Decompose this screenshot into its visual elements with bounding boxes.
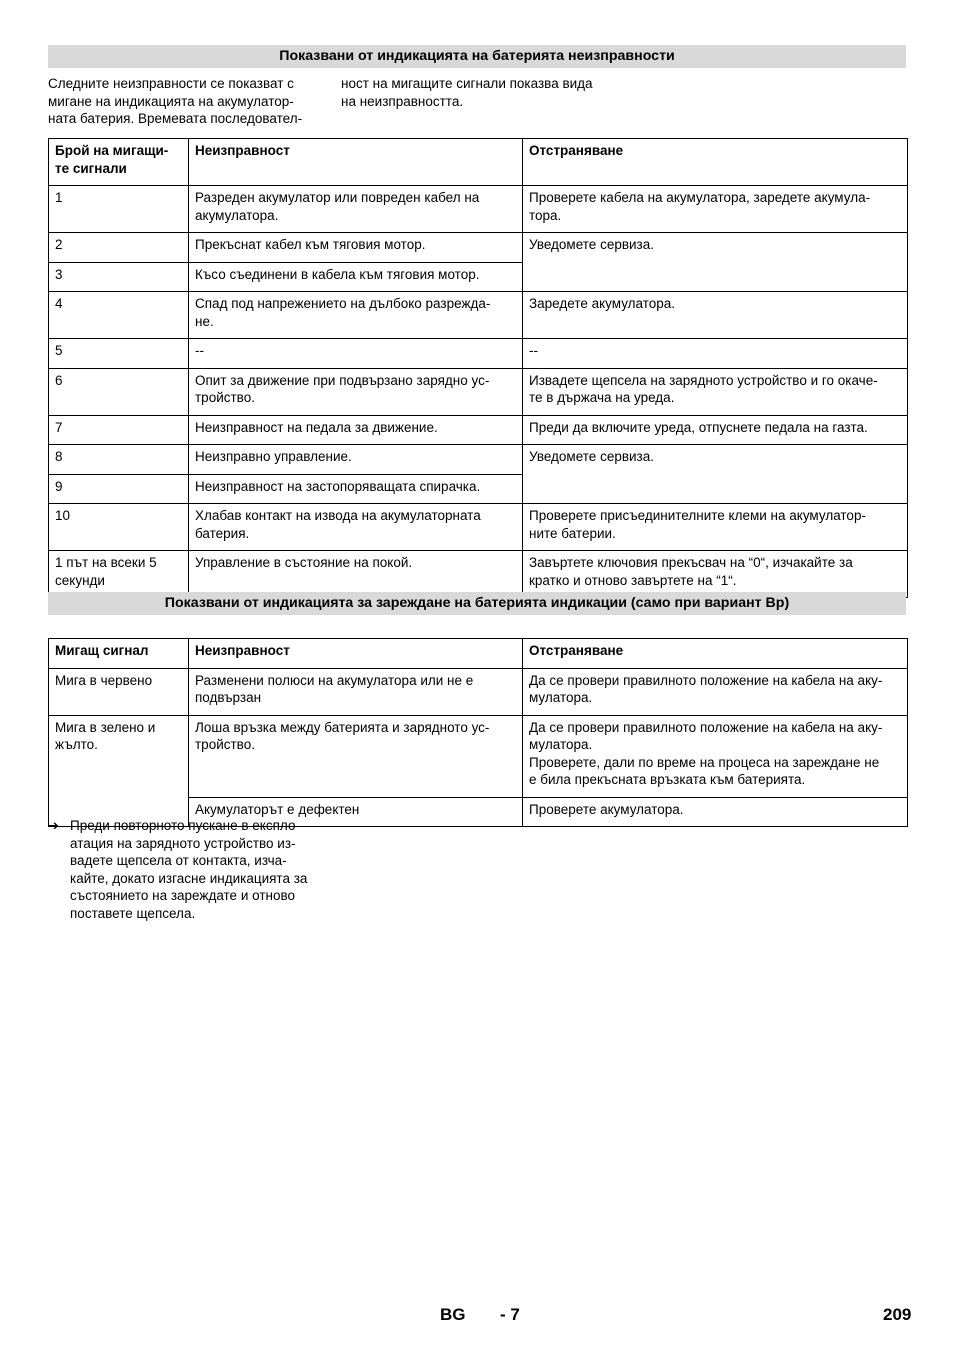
table-row <box>49 715 908 797</box>
table-header-row <box>49 639 908 669</box>
intro-line: ност на мигащите сигнали показва вида <box>341 76 593 91</box>
table-row <box>49 668 908 715</box>
table-row <box>49 551 908 598</box>
arrow-right-icon: ➔ <box>48 818 59 833</box>
table-row <box>49 339 908 369</box>
cell-fault: Акумулаторът е дефектен <box>189 797 523 827</box>
table-row <box>49 186 908 233</box>
cell-fault: Хлабав контакт на извода на акумулаторната батерия. <box>189 504 523 551</box>
cell-count: 3 <box>49 262 189 292</box>
cell-fault: Управление в състояние на покой. <box>189 551 523 598</box>
cell-fault: Прекъснат кабел към тяговия мотор. <box>189 233 523 263</box>
cell-count: 2 <box>49 233 189 263</box>
cell-fault: Лоша връзка между батерията и зарядното ус- тройство. <box>189 715 523 797</box>
table-row <box>49 368 908 415</box>
header-fault: Неизправност <box>189 639 523 669</box>
cell-remedy: Проверете акумулатора. <box>523 797 908 827</box>
header-fault: Неизправност <box>189 139 523 186</box>
intro-line: на неизправността. <box>341 93 464 109</box>
intro-line: мигане на индикацията на акумулатор- <box>48 93 294 109</box>
cell-remedy: Уведомете сервиза. <box>523 445 908 504</box>
cell-remedy: Извадете щепсела на зарядното устройство и го окаче- те в държача на уреда. <box>523 368 908 415</box>
cell-count: 8 <box>49 445 189 475</box>
cell-count: 5 <box>49 339 189 369</box>
cell-count: 4 <box>49 292 189 339</box>
charging-indications-table <box>48 638 908 827</box>
cell-count: 6 <box>49 368 189 415</box>
footer-section-page: - 7 <box>500 1305 520 1324</box>
cell-remedy: Проверете присъединителните клеми на акумулатор- ните батерии. <box>523 504 908 551</box>
footer-page-number: 209 <box>883 1305 912 1324</box>
cell-signal: Мига в зелено и жълто. <box>49 715 189 827</box>
table-row <box>49 292 908 339</box>
header-blink-count: Брой на мигащи- те сигнали <box>49 139 189 186</box>
cell-fault: Опит за движение при подвързано зарядно ус- тройство. <box>189 368 523 415</box>
cell-remedy: Преди да включите уреда, отпуснете педала на газта. <box>523 415 908 445</box>
table-header-row <box>49 139 908 186</box>
note-block <box>48 817 338 922</box>
table-row <box>49 504 908 551</box>
cell-count: 7 <box>49 415 189 445</box>
intro-line: Следните неизправности се показват с <box>48 76 294 91</box>
cell-remedy: Завъртете ключовия прекъсвач на “0“, изчакайте за кратко и отново завъртете на “1“. <box>523 551 908 598</box>
cell-fault: Неизправност на застопоряващата спирачка. <box>189 474 523 504</box>
intro-paragraph <box>48 75 648 128</box>
intro-line: ната батерия. Времевата последовател- <box>48 111 303 126</box>
note-text: Преди повторното пускане в експло атация на зарядното устройство из- вадете щепсела от контакта, изча- кайте, докато изгасне индикацията за състоянието на зареждате и отново поставете щепсела. <box>70 818 308 921</box>
intro-column-1 <box>48 75 320 128</box>
cell-signal: Мига в червено <box>49 668 189 715</box>
header-blink-signal: Мигащ сигнал <box>49 639 189 669</box>
table-row <box>49 415 908 445</box>
cell-count: 10 <box>49 504 189 551</box>
cell-remedy: Заредете акумулатора. <box>523 292 908 339</box>
cell-fault: Късо съединени в кабела към тяговия мотор. <box>189 262 523 292</box>
cell-fault: Неизправно управление. <box>189 445 523 475</box>
section-title-battery-faults: Показвани от индикацията на батерията неизправности <box>48 45 906 68</box>
cell-count: 1 <box>49 186 189 233</box>
cell-fault: Спад под напрежението на дълбоко разрежда- не. <box>189 292 523 339</box>
cell-fault: -- <box>189 339 523 369</box>
cell-remedy: Да се провери правилното положение на кабела на аку- мулатора. <box>523 668 908 715</box>
header-remedy: Отстраняване <box>523 639 908 669</box>
table-row <box>49 445 908 475</box>
header-remedy: Отстраняване <box>523 139 908 186</box>
intro-column-2 <box>341 75 613 128</box>
cell-remedy: Уведомете сервиза. <box>523 233 908 292</box>
cell-remedy: Да се провери правилното положение на кабела на аку- мулатора. Проверете, дали по време на процеса на зареждане не е била прекъсната връзката към батерията. <box>523 715 908 797</box>
table-row <box>49 233 908 263</box>
cell-fault: Разреден акумулатор или повреден кабел на акумулатора. <box>189 186 523 233</box>
cell-fault: Разменени полюси на акумулатора или не е подвързан <box>189 668 523 715</box>
cell-fault: Неизправност на педала за движение. <box>189 415 523 445</box>
section-title-charging-indications: Показвани от индикацията за зареждане на батерията индикации (само при вариант Bp) <box>48 592 906 615</box>
cell-count: 9 <box>49 474 189 504</box>
cell-remedy: -- <box>523 339 908 369</box>
battery-faults-table <box>48 138 908 598</box>
cell-remedy: Проверете кабела на акумулатора, заредете акумула- тора. <box>523 186 908 233</box>
footer-language: BG <box>440 1305 466 1324</box>
cell-count: 1 път на всеки 5 секунди <box>49 551 189 598</box>
